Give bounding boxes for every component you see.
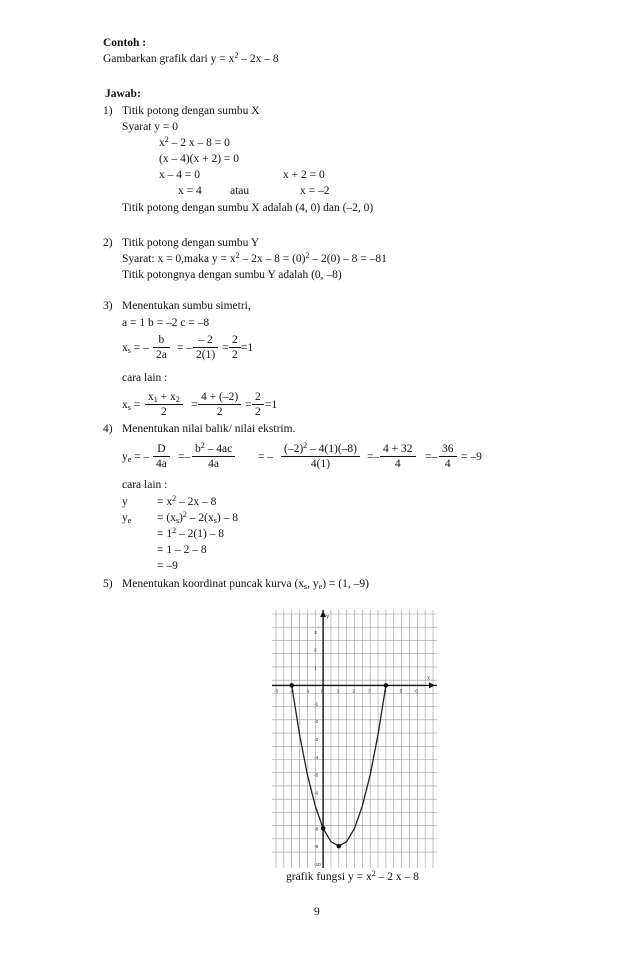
ye-label: $y_e$ = – — [122, 451, 150, 464]
y-tick-label: 1 — [314, 665, 317, 671]
step-1-number: 1) — [103, 105, 113, 117]
x-tick-label: 3 — [368, 688, 371, 694]
fraction-b-2a: $\frac{b}{2a}$ — [153, 333, 170, 362]
step-1-factor-a: x – 4 = 0 — [159, 169, 200, 181]
alt-line-4: = 1 – 2 – 8 — [157, 544, 207, 556]
xs-result-alt: =1 — [265, 399, 278, 411]
fraction-neg2-2: $\frac{- 2}{2(1)}$ — [193, 333, 218, 362]
y-tick-label: -4 — [314, 754, 319, 760]
answer-heading: Jawab: — [105, 88, 141, 100]
step-1-equation: $x^2 - 2$ x – 8 = 0 — [159, 135, 230, 149]
y-tick-label: -8 — [314, 826, 319, 832]
y-axis-label: y — [326, 614, 330, 620]
step-1-root-b: x = –2 — [300, 185, 330, 197]
y-tick-label: -1 — [314, 701, 319, 707]
alt-line-2: = $(x_s)^2 - 2(x_s) - 8$ — [157, 510, 238, 525]
fraction-36-4b: $\frac{36}{4}$ — [439, 442, 457, 471]
graph-point — [289, 683, 294, 688]
example-problem: Gambarkan grafik dari $y = x^2 - 2x - 8$ — [103, 51, 279, 65]
step-3-alternative: cara lain : — [122, 372, 168, 384]
ye-eq-3: =– — [367, 451, 380, 463]
step-2-title: Titik potong dengan sumbu Y — [122, 237, 260, 249]
fraction-2-2: $\frac{2}{2}$ — [229, 333, 241, 362]
x-axis-label: x — [427, 675, 430, 682]
graph-caption: grafik fungsi $y = x^2 - 2$ x – 8 — [286, 869, 419, 883]
fraction-2-2-alt: $\frac{2}{2}$ — [252, 390, 264, 419]
ye-result: = –9 — [461, 451, 482, 463]
step-3-coefficients: a = 1 b = –2 c = –8 — [122, 317, 210, 329]
y-tick-label: -3 — [314, 737, 319, 742]
xs-label-alt: $x_s$ = — [122, 399, 141, 412]
equals-neg: = – — [177, 342, 193, 354]
x-tick-label: 1 — [336, 688, 340, 694]
y-tick-label: -5 — [314, 772, 319, 778]
alt-line-2-label: $y_e$ — [122, 512, 132, 525]
y-tick-label: -7 — [314, 808, 319, 814]
step-1-factor-b: x + 2 = 0 — [283, 169, 325, 181]
ye-eq-1: =– — [178, 451, 191, 463]
y-tick-label: 3 — [314, 629, 317, 635]
step-2-number: 2) — [103, 237, 113, 249]
step-1-or: atau — [230, 185, 250, 197]
step-4-alternative: cara lain : — [122, 479, 168, 491]
xs-result: =1 — [241, 342, 254, 354]
x-tick-label: 2 — [352, 688, 356, 694]
y-tick-label: 2 — [314, 647, 317, 653]
fraction-D-4a: $\frac{D}{4a}$ — [153, 442, 170, 471]
graph-tick-labels — [274, 630, 418, 867]
graph-point — [321, 826, 326, 831]
alt-line-1-label: y — [122, 496, 128, 508]
y-tick-label: -9 — [314, 844, 319, 850]
ye-eq-4: =– — [425, 451, 438, 463]
fraction-discriminant: $\frac{b^2 - 4ac}{4a}$ — [192, 442, 235, 471]
fraction-36-4a: $\frac{4 + 32}{4}$ — [380, 442, 416, 471]
step-1-conclusion: Titik potong dengan sumbu X adalah (4, 0) dan (–2, 0) — [122, 202, 374, 214]
equals-alt-1: = — [191, 399, 198, 411]
x-tick-label: 0 — [321, 688, 324, 694]
step-1-factored: (x – 4)(x + 2) = 0 — [159, 153, 240, 165]
x-tick-label: -2 — [289, 688, 294, 694]
graph-point — [337, 844, 342, 849]
y-tick-label: -2 — [314, 719, 319, 725]
step-2-substitution: Syarat: x = 0,maka $y = x^2 - 2x - 8 = (0)^2 - 2(0) - 8 = -81$ — [122, 251, 387, 265]
x-tick-label: -3 — [274, 688, 279, 694]
alt-line-1: = $x^2 - 2x - 8$ — [157, 494, 217, 508]
step-1-title: Titik potong dengan sumbu X — [122, 105, 260, 117]
fraction-4-neg2: $\frac{4 + (-2)}{2}$ — [198, 390, 241, 419]
x-axis-arrow — [429, 682, 435, 688]
step-4-title: Menentukan nilai balik/ nilai ekstrim. — [122, 423, 296, 435]
step-5-number: 5) — [103, 578, 113, 590]
fraction-x1-x2: $\frac{x_1 + x_2}{2}$ — [145, 390, 183, 419]
page-number: 9 — [314, 906, 320, 918]
xs-label: $x_s$ = – — [122, 342, 149, 355]
graph-point — [384, 683, 389, 688]
step-1-root-a: x = 4 — [178, 185, 202, 197]
x-tick-label: 6 — [415, 688, 418, 694]
example-heading: Contoh : — [103, 37, 147, 49]
ye-eq-2: = – — [258, 451, 274, 463]
step-4-number: 4) — [103, 423, 113, 435]
step-2-conclusion: Titik potongnya dengan sumbu Y adalah (0, –8) — [122, 269, 342, 281]
x-tick-label: -1 — [305, 688, 310, 694]
equals-alt-2: = — [245, 399, 252, 411]
step-3-title: Menentukan sumbu simetri, — [122, 300, 251, 312]
y-tick-label: -6 — [314, 790, 319, 796]
y-tick-label: -10 — [314, 862, 321, 867]
fraction-substituted: $\frac{(-2)^2 - 4(1)(-8)}{4(1)}$ — [281, 442, 360, 471]
step-5-title: Menentukan koordinat puncak kurva ($x_s$, $y_e) = (1$, –9) — [122, 578, 369, 591]
step-1-condition: Syarat y = 0 — [122, 121, 178, 133]
alt-line-3: = $1^2 - 2(1) - 8$ — [157, 526, 225, 540]
step-3-number: 3) — [103, 300, 113, 312]
x-tick-label: 5 — [399, 688, 403, 694]
equals: = — [222, 342, 229, 354]
parabola-graph — [272, 610, 437, 868]
x-tick-label: 4 — [383, 688, 387, 694]
alt-line-5: = –9 — [157, 560, 178, 572]
